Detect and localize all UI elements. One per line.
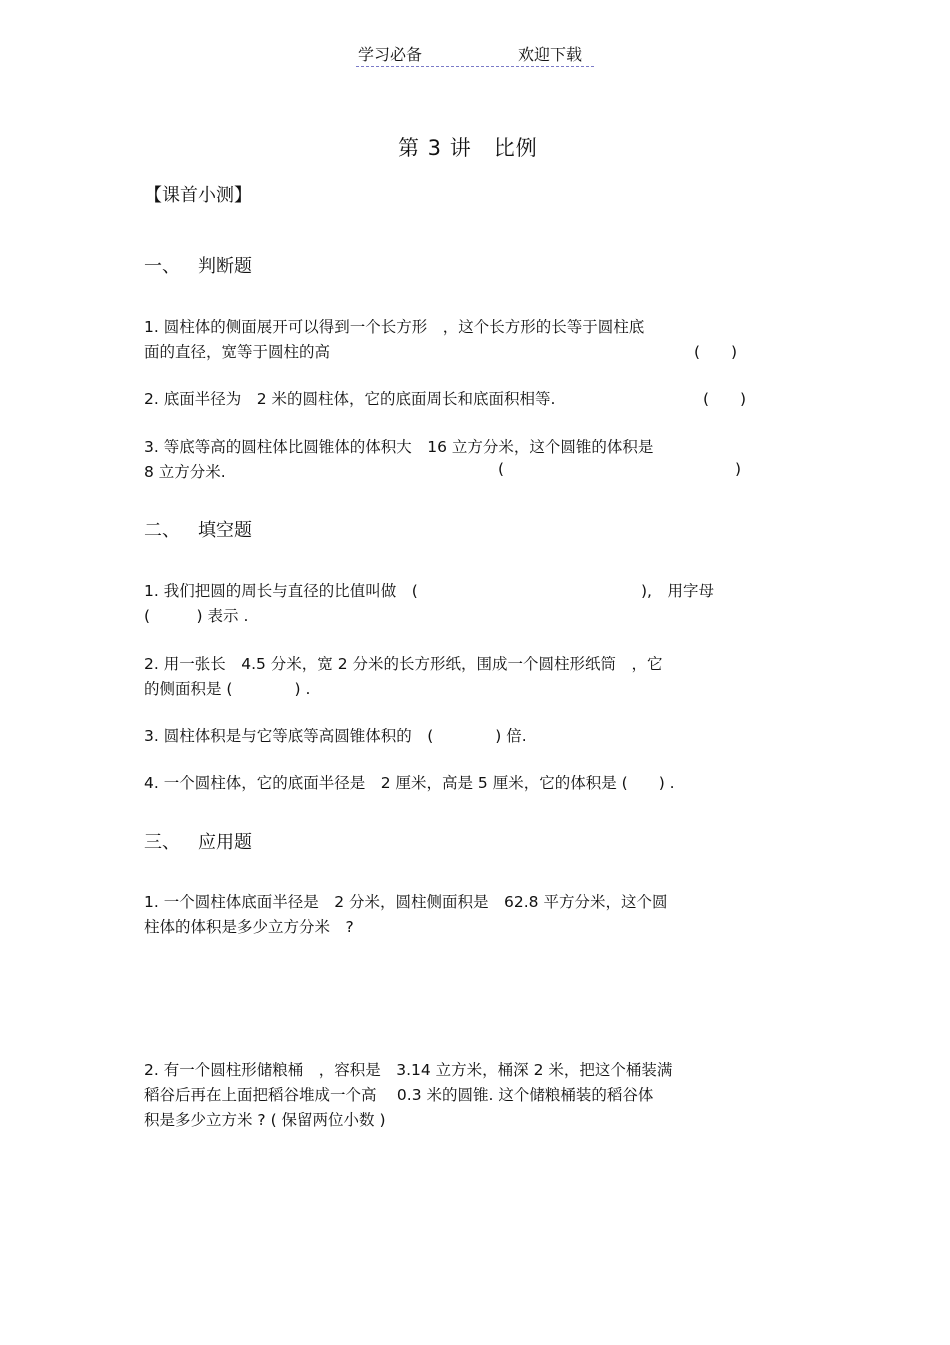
judge-q2-line1: 2. 底面半径为 2 米的圆柱体，它的底面周长和底面积相等. [144, 390, 556, 408]
page-title [398, 132, 538, 162]
fill-q2-line2: 的侧面积是 ( ) . [144, 680, 311, 698]
lesson-topic: 比例 [493, 136, 538, 160]
judge-q2-answer: ( ) [703, 390, 747, 408]
section-name: 判断题 [198, 256, 252, 277]
section-name: 填空题 [198, 520, 252, 541]
fill-q3-line1: 3. 圆柱体积是与它等底等高圆锥体积的 ( ) 倍. [144, 727, 527, 745]
judge-q1-line2: 面的直径，宽等于圆柱的高 [144, 343, 331, 361]
fill-q4-line1: 4. 一个圆柱体，它的底面半径是 2 厘米，高是 5 厘米，它的体积是 ( ) . [144, 774, 675, 792]
apply-q1-line1: 1. 一个圆柱体底面半径是 2 分米，圆柱侧面积是 62.8 平方分米，这个圆 [144, 893, 668, 911]
apply-q2-line2: 稻谷后再在上面把稻谷堆成一个高 0.3 米的圆锥. 这个储粮桶装的稻谷体 [144, 1086, 654, 1104]
judge-q3-paren-open: ( [498, 460, 505, 478]
section-heading-fill [144, 516, 252, 542]
header-left: 学习必备 [358, 45, 423, 64]
section-number: 二、 [144, 520, 180, 541]
header-right: 欢迎下载 [518, 45, 583, 64]
section-heading-judge [144, 252, 252, 278]
judge-q3-line1: 3. 等底等高的圆柱体比圆锥体的体积大 16 立方分米，这个圆锥的体积是 [144, 438, 654, 456]
subtitle: 【课首小测】 [144, 185, 252, 206]
page-header [356, 42, 594, 67]
judge-q1-answer: ( ) [694, 343, 738, 361]
apply-q2-line3: 积是多少立方米 ? ( 保留两位小数 ) [144, 1111, 386, 1129]
section-heading-apply [144, 828, 252, 854]
section-number: 一、 [144, 256, 180, 277]
section-name: 应用题 [198, 832, 252, 853]
lesson-number: 第 3 讲 [398, 136, 472, 160]
apply-q2-line1: 2. 有一个圆柱形储粮桶 ，容积是 3.14 立方米，桶深 2 米，把这个桶装满 [144, 1061, 673, 1079]
fill-q1-close: ), 用字母 [641, 582, 714, 600]
fill-q1-line2: ( ) 表示 . [144, 607, 249, 625]
apply-q1-line2: 柱体的体积是多少立方分米 ? [144, 918, 354, 936]
judge-q3-paren-close: ) [735, 460, 742, 478]
judge-q3-line2: 8 立方分米. [144, 463, 226, 481]
judge-q1-line1: 1. 圆柱体的侧面展开可以得到一个长方形 ，这个长方形的长等于圆柱底 [144, 318, 645, 336]
section-number: 三、 [144, 832, 180, 853]
fill-q1-line1: 1. 我们把圆的周长与直径的比值叫做 ( [144, 582, 418, 600]
fill-q2-line1: 2. 用一张长 4.5 分米，宽 2 分米的长方形纸，围成一个圆柱形纸筒 ，它 [144, 655, 663, 673]
